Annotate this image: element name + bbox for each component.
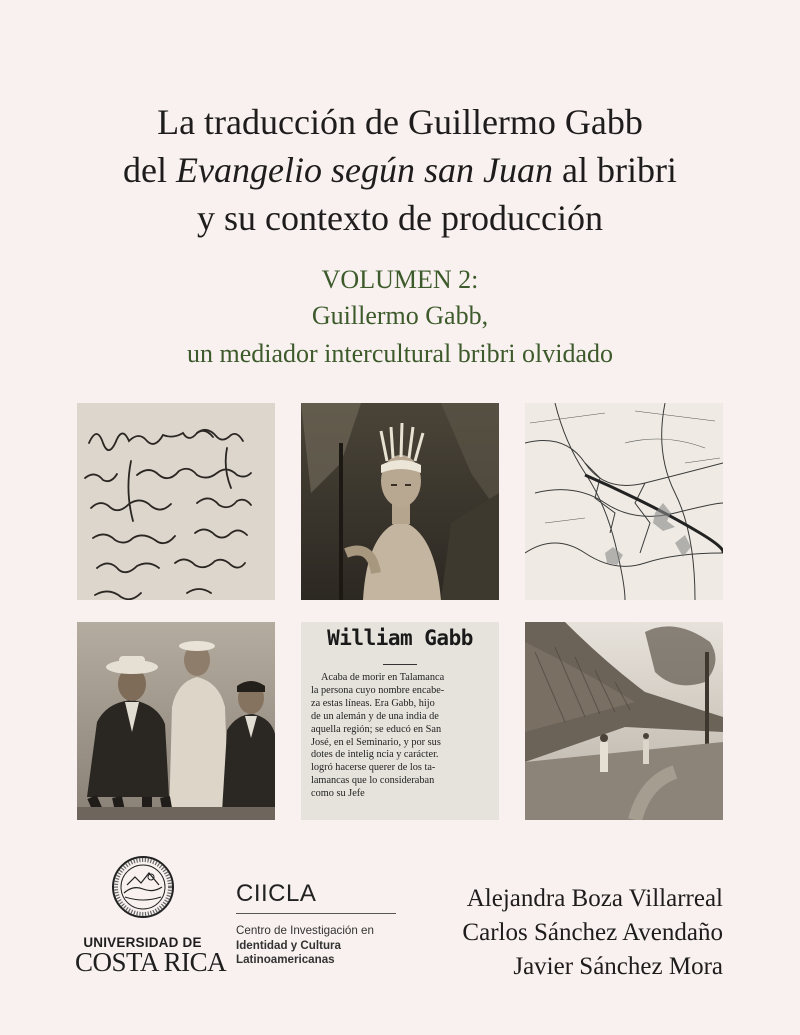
university-name-line-1: UNIVERSIDAD DE: [83, 935, 202, 950]
clipping-line: za estas líneas. Era Gabb, hijo: [311, 697, 435, 709]
clipping-line: la persona cuyo nombre encabe-: [311, 684, 445, 696]
ciicla-line-3: [236, 953, 374, 968]
clipping-rule: [383, 664, 417, 665]
clipping-headline: William Gabb: [327, 626, 473, 650]
ciicla-name: CIICLA: [236, 880, 317, 907]
ciicla-logo: [236, 880, 398, 975]
author-name: Carlos Sánchez Avendaño: [462, 919, 723, 946]
title-prefix: del: [123, 150, 177, 190]
title-suffix: al bribri: [552, 150, 677, 190]
ciicla-description: [236, 924, 374, 968]
author-name: Javier Sánchez Mora: [513, 953, 723, 980]
book-title-line-1: La traducción de Guillermo Gabb: [157, 102, 643, 142]
volume-subtitle-line-2: un mediador intercultural bribri olvidado: [187, 339, 613, 368]
clipping-body: [311, 672, 493, 801]
ciicla-line-2-bold: Identidad y Cultura: [236, 938, 341, 952]
clipping-line: lamancas que lo consideraban: [311, 775, 435, 787]
clipping-line: Acaba de morir en Talamanca: [321, 672, 445, 683]
author-name: Alejandra Boza Villarreal: [466, 885, 723, 912]
universidad-de-costa-rica-logo: [75, 855, 227, 977]
clipping-line: logró hacerse querer de los ta-: [311, 762, 436, 774]
clipping-line: de un alemán y de una india de: [311, 710, 439, 722]
handwritten-letter-image: [77, 403, 275, 600]
historical-map-image: [525, 403, 723, 600]
group-portrait-image: [77, 622, 275, 820]
ciicla-line-1: Centro de Investigación en: [236, 924, 374, 937]
newspaper-clipping-image: [301, 622, 499, 820]
clipping-line: aquella región; se educó en San: [311, 723, 442, 735]
clipping-line: José, en el Seminario, y por sus: [311, 736, 441, 748]
ciicla-line-2: [236, 939, 374, 954]
bribri-man-portrait-image: [301, 403, 499, 600]
university-seal-icon: [111, 855, 175, 919]
clipping-line: dotes de intelig ncia y carácter.: [311, 749, 439, 761]
ciicla-line-3-bold: Latinoamericanas: [236, 953, 335, 966]
volume-subtitle-line-1: Guillermo Gabb,: [311, 301, 489, 330]
authors-list: [462, 882, 723, 984]
book-title-line-3: y su contexto de producción: [197, 198, 603, 238]
volume-label: VOLUMEN 2:: [321, 265, 479, 294]
ciicla-divider: [236, 913, 396, 914]
book-title-line-2: [0, 146, 800, 194]
university-name-line-2: COSTA RICA: [75, 947, 227, 977]
clipping-line: como su Jefe: [311, 788, 365, 800]
title-italic-work: Evangelio según san Juan: [176, 150, 553, 190]
thatched-house-image: [525, 622, 723, 820]
